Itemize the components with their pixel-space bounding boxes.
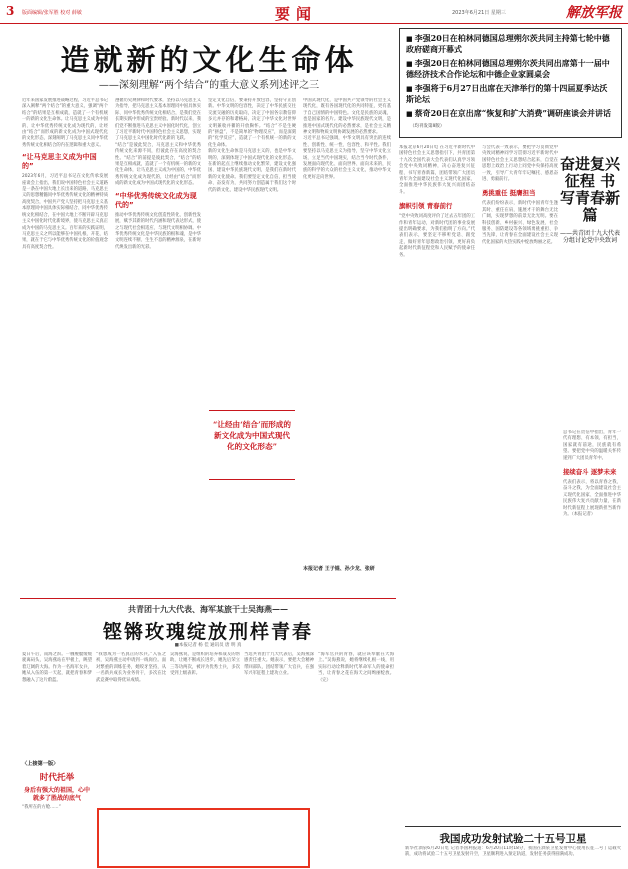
paragraph: 推动中华优秀传统文化创造性转化、创新性发展，赋予其新的时代内涵和现代表达形式，使之与现代社会相适应、与现代文明相协调。中华优秀传统文化是中华民族的根和魂，是中华文明连续不断、生生不息的精神源泉，在新时代焕发出新的光彩。 [115,212,201,250]
bottom-feature-column-3 [170,652,240,802]
section-name: 要闻 [275,5,318,23]
pull-quote: “让经由‘结合’而形成的新文化成为中国式现代化的文化形态” [209,410,295,480]
bottom-feature-column-1 [22,652,92,756]
paragraph: 本报北京6月20日电 在习近平新时代中国特色社会主义思想指引下，共青团第十九次全国代表大会代表们认真学习领会党中央致词精神，决心奋进复兴征程、书写青春新篇，团结带领广大团员青年为全面建设社会主义现代化国家、全面推进中华民族伟大复兴而团结奋斗。 [399,145,475,195]
section-divider [20,598,396,599]
paragraph: 吴海燕说，是组织的培养和战友的帮助，让她不断成长进步。她先后荣立三等功两次，被评为优秀士兵，多次受到上级表彰。 [170,652,240,677]
news-brief-item[interactable]: ■ 李强20日在柏林同德国总理朔尔茨共同出席第十一届中德经济技术合作论坛和中德企业家圆桌会 [406,58,610,79]
bottom-feature-column-5 [318,652,394,862]
square-bullet-icon: ■ [406,84,413,93]
paragraph: “党中央致词高度评价了过去五年团的工作和青年运动，对新时代团的事业发展提出明确要求，为我们指明了方向。”代表们表示，要坚定不移听党话、跟党走，做好青年思想政治引领，更好肩负起新时代新征程党和人民赋予的使命任务。 [399,214,475,258]
paragraph: 坚定文化自信，要秉持开放包容，坚持守正创新。中华文明的包容性，决定了中华民族交往交流交融的历史取向，决定了中国各宗教信仰多元并存的和谐格局，决定了中华文化对世界文明兼收并蓄的开放胸怀。“结合”不是生硬的“拼盘”，不是简单的“物理反应”，而是深刻的“化学反应”，造就了一个有机统一的新的文化生命体。 [208,98,296,148]
paragraph: 夏日午后，南海之滨。一艘舰艇缓缓驶离码头，吴海燕站在甲板上，眺望着辽阔的大海。作为一名海军女兵，她从入伍的第一天起，就把青春和梦想融入了这片蔚蓝。 [22,652,92,683]
news-brief-item[interactable]: ■ 蔡奇20日在京出席“恢复和扩大消费”调研座谈会并讲话（均刊发第8版） [406,108,611,129]
masthead-logo: 解放军报 [566,5,622,21]
main-article-column-4 [303,98,391,590]
section-subhead: “让马克思主义成为中国的” [22,153,97,171]
page-header [0,0,628,24]
paragraph: 习近平总书记强调，中华文明具有突出的连续性、创新性、统一性、包容性、和平性。我们要坚持以马克思主义为指导，坚守中华文化立场，立足当代中国现实，结合当今时代条件，发展面向现代化、面向世界、面向未来的，民族的科学的大众的社会主义文化，推动中华文化更好走向世界。 [303,136,391,180]
bottom-feature-kicker: 共青团十九大代表、海军某旅干士吴海燕—— [128,604,288,614]
paragraph: “结合”是彼此契合，马克思主义和中华优秀传统文化来源不同，但彼此存在高度的契合性。“结合”的前提是彼此契合，“结合”的结果是互相成就，造就了一个有机统一的新的文化生命体，让马克思主义成为中国的，中华优秀传统文化成为现代的，让经由“结合”而形成的新文化成为中国式现代化的文化形态。 [115,142,201,187]
section-subhead: 勇挑重任 挺膺担当 [482,189,536,198]
feature-column-c [563,430,621,740]
section-subhead: 接续奋斗 逐梦未来 [563,468,617,477]
satellite-news-title: 我国成功发射试验二十五号卫星 [405,826,621,846]
selection-highlight-box [97,808,310,868]
feature-column-b [482,145,558,745]
paragraph: “我所在的方舱……” [22,805,61,810]
paragraph: 新华社酒泉6月20日电 记者李国利报道：6月20日11时18分，我国在酒泉卫星发射中心使用长征二号丁运载火箭，成功将试验二十五号卫星发射升空，卫星顺利进入预定轨道，发射任务获得圆满成功。 [405,846,621,858]
main-article-title: 造就新的文化生命体 [60,43,358,77]
square-bullet-icon: ■ [406,59,413,68]
paragraph: 代表们表示，将以青春之我、奋斗之我，为全面建设社会主义现代化国家、全面推进中华民族伟大复兴贡献力量，在新时代新征程上展现新担当新作为。（本报记者） [563,480,621,518]
spring-continued-box [22,760,92,864]
paragraph: “我想成为一名真正的水兵。”入伍之初，吴海燕主动申请到一线岗位。面对繁重的训练任务，她咬牙坚持，从一名新兵成长为业务骨干，多次在比武竞赛中取得优异成绩。 [96,652,166,683]
square-bullet-icon: ■ [406,34,413,43]
section-subhead: 旗帜引领 青春前行 [399,202,453,211]
paragraph: 总书记在贺信中指出，青年一代有理想、有本领、有担当，国家就有前途，民族就有希望。要把党中央的温暖关怀传递到广大团员青年中。 [563,430,621,461]
paragraph: 近年来国家发展推进战略过程，习近平总书记深入阐释“两个结合”的重大意义，强调“两个结合”的结果是互相成就，造就了一个有机统一的新的文化生命体。让马克思主义成为中国的、让中华优秀传统文化成为现代的，让经由“结合”而形成的新文化成为中国式现代化的文化形态，深刻阐明了马克思主义同中华优秀传统文化相结合的内在逻辑和重大意义。 [22,98,108,148]
paragraph: 代表们纷纷表示，新时代中国青年生逢其时、重任在肩，施展才干的舞台无比广阔，实现梦想的前景无比光明。要在科技创新、乡村振兴、绿色发展、社会服务、国防建设等各领域勇挑重担、争当先锋，让青春在全面建设社会主义现代化国家的火热实践中绽放绚丽之花。 [482,201,558,245]
paragraph: 新的文化生命体是马克思主义的，也是中华文明的，深刻体现了中国式现代化的文化形态。在新的起点上继续推动文化繁荣、建设文化强国、建设中华民族现代文明，是我们在新时代新的文化使命。我们要坚定文化自信，担当使命、奋发有为，共同努力创造属于我们这个时代的新文化，建设中华民族现代文明。 [208,149,296,193]
paragraph: 当选共青团十九大代表后，吴海燕深感责任重大。她表示，要把大会精神带回部队，团结带领广大官兵，在强军兴军征程上建功立业。 [244,652,314,677]
feature-title-block [560,156,620,426]
section-subhead: “中华优秀传统文化成为现代的” [115,191,197,209]
main-article-column-1 [22,98,108,590]
continued-note: 〈上接第一版〉 [22,761,59,767]
bottom-feature-column-4 [244,652,314,802]
feature-title: 奋进复兴征程 书写青春新篇 [560,155,621,224]
paragraph: 2023年6月，习近平总书记在文化传承发展座谈会上指出，我们说中国特色社会主义道路是一条在中国大地上长出来的道路，马克思主义的思想精髓同中华优秀传统文化的精神特质高度契合，中国共产党人坚持把马克思主义基本原理同中国具体实际相结合、同中华优秀传统文化相结合，在中国大地上不断开辟马克思主义中国化时代化新境界，使马克思主义真正成为中国的马克思主义。百年来的实践证明，马克思主义之所以能够在中国扎根、开花、结果，就在于它与中华优秀传统文化的价值观念具有高度契合性。 [22,174,108,250]
news-brief-item[interactable]: ■ 李强将于6月27日出席在天津举行的第十四届夏季达沃斯论坛 [406,83,608,104]
news-brief-box [399,28,622,138]
main-article-subtitle: ——深刻理解“两个结合”的重大意义系列述评之三 [98,80,320,91]
publication-date: 2023年6月21日 星期三 [452,10,506,16]
main-article-column-2 [115,98,201,590]
article-author: 本报记者 王子锟、孙少龙、张研 [303,566,375,572]
paragraph: 与会代表一致表示，要把学习贯彻党中央致词精神同学习贯彻习近平新时代中国特色社会主义思想结合起来，自觉在思想上政治上行动上同党中央保持高度一致，引导广大青年牢记嘱托、感恩奋进、勇毅前行。 [482,145,558,183]
paragraph: 中国式现代化，是中国共产党领导的社会主义现代化，既有各国现代化的共同特征，更有基于自己国情的中国特色。文化是民族的灵魂，也是国家的名片。建设中华民族现代文明，是推进中国式现代化的必然要求，是社会主义精神文明和物质文明协调发展的必然要求。 [303,98,391,136]
editor-note: （均刊发第8版） [410,124,445,129]
page-number: 3 [6,4,15,18]
news-brief-item[interactable]: ■ 李强20日在柏林同德国总理朔尔茨共同主持第七轮中德政府磋商开幕式 [406,33,610,54]
bottom-feature-title: 铿锵玫瑰绽放刑样青春 [102,621,313,643]
feature-column-a [399,145,475,745]
bottom-feature-byline: ■本报记者 杨 佳 通讯员 唐 明 真 [174,643,242,648]
header-editor-tag: 版面编辑/张军胜 校对 薛敏 [22,10,82,16]
spring-box-subtitle: 身后有强大的祖国，心中就多了胜战的底气 [23,787,90,802]
spring-box-title: 时代托举 [39,773,75,783]
paragraph: 遵循历史规律和时代要求，坚持以马克思主义为指导，把马克思主义基本原理同中国具体实际、同中华优秀传统文化相结合，是我们党在长期实践中形成的宝贵经验。新时代以来，我们党不断推进马克思主义中国化时代化，创立了习近平新时代中国特色社会主义思想，实现了马克思主义中国化时代化新的飞跃。 [115,98,201,142]
main-article-column-3 [208,98,296,590]
satellite-news-body [405,846,621,866]
square-bullet-icon: ■ [406,109,413,118]
feature-subtitle: ——共青团十九大代表分组讨论党中央致词 [560,230,621,244]
paragraph: “海军官兵的青春，就应该奉献在大海上。”吴海燕说，她将继续扎根一线，用实际行动诠释新时代革命军人的使命担当，让青春之花在海天之间绚丽绽放。（完） [318,652,394,683]
bottom-feature-column-2 [96,652,166,802]
